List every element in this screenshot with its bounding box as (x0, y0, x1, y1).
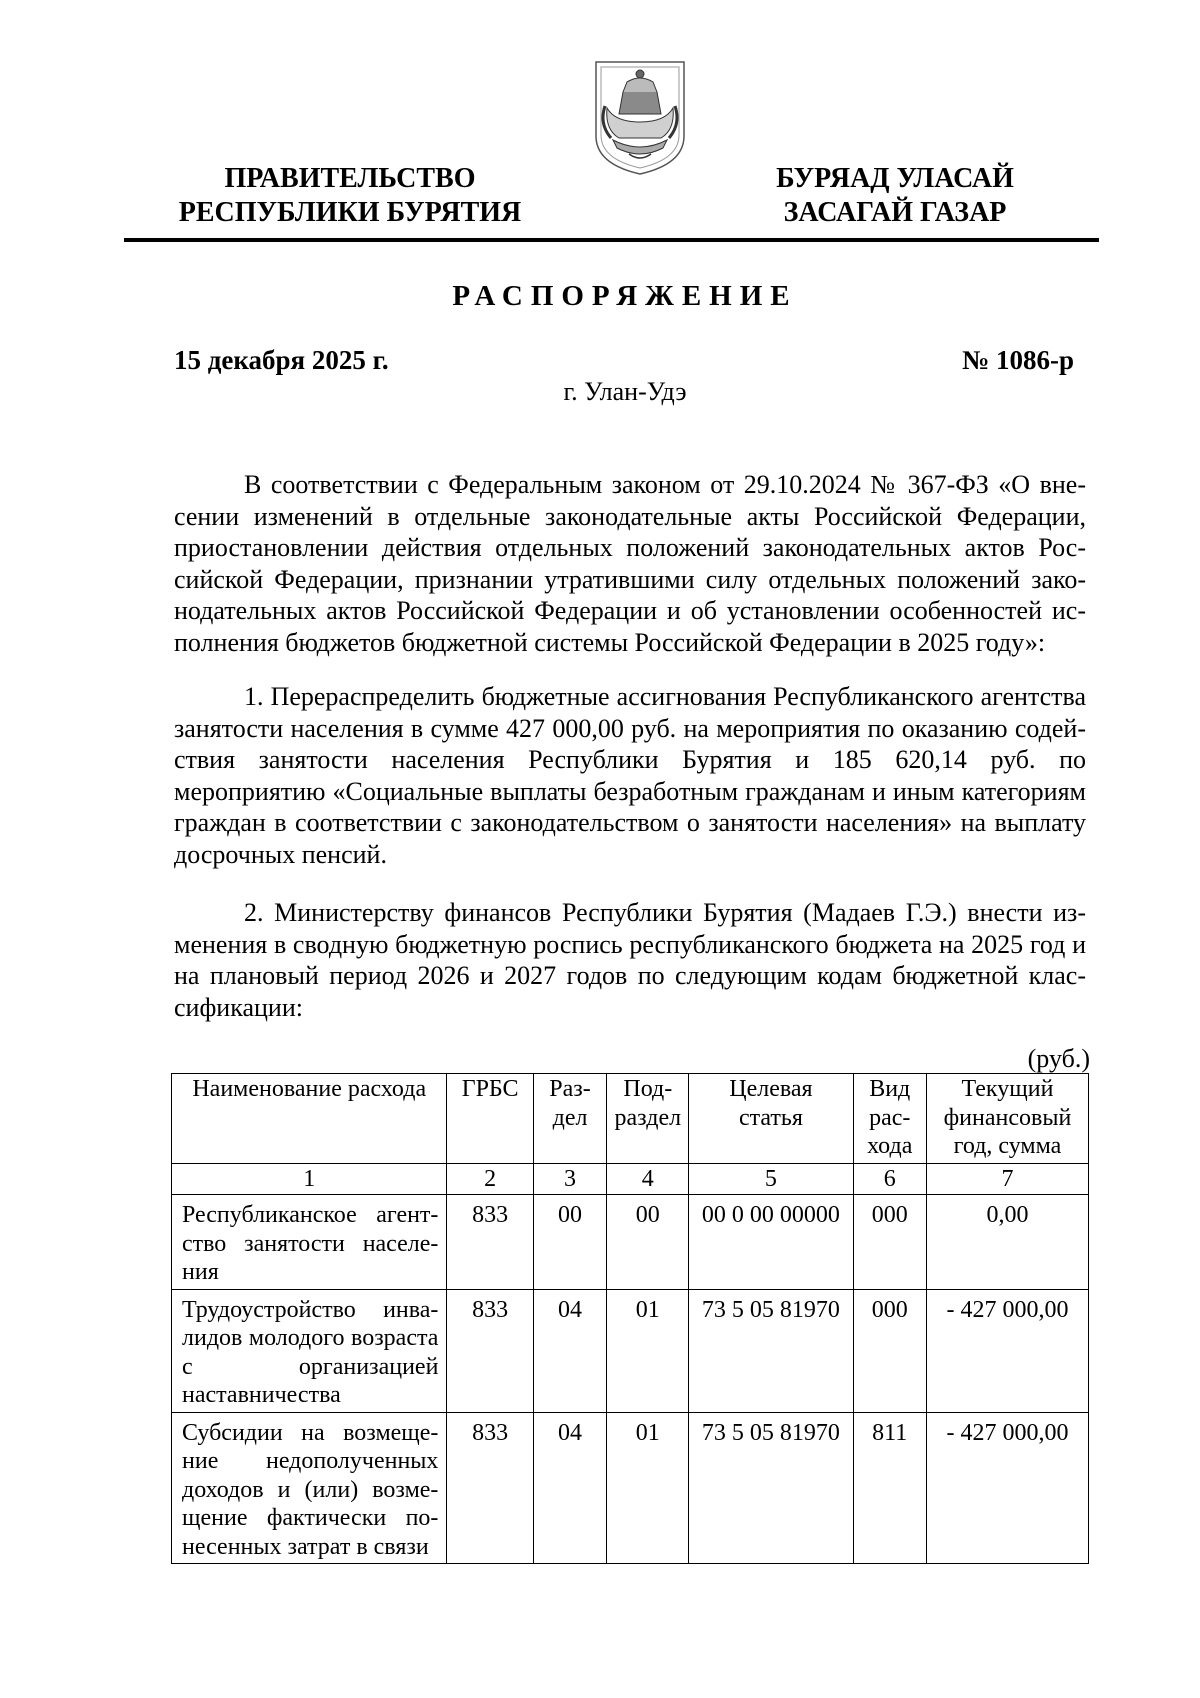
section-cell: 04 (533, 1289, 606, 1412)
expense-type-cell: 811 (853, 1412, 926, 1564)
amount-cell: 0,00 (926, 1195, 1088, 1290)
table-header-row (172, 1074, 1089, 1164)
table-unit-label: (руб.) (1027, 1044, 1090, 1073)
expense-name-cell: Республиканское агентство занятости населения (172, 1195, 447, 1290)
table-column-numbers-row (172, 1163, 1089, 1195)
header-divider (124, 238, 1099, 242)
header-left-block (170, 162, 530, 230)
grbs-cell: 833 (447, 1195, 533, 1290)
expense-name-cell: Трудоустройство инвалидов молодого возраста с организацией наставничества (172, 1289, 447, 1412)
amount-cell: - 427 000,00 (926, 1412, 1088, 1564)
section-cell: 04 (533, 1412, 606, 1564)
target-article-cell: 73 5 05 81970 (689, 1412, 853, 1564)
grbs-cell: 833 (447, 1289, 533, 1412)
section-cell: 00 (533, 1195, 606, 1290)
column-number-cell: 7 (926, 1163, 1088, 1195)
document-date: 15 декабря 2025 г. (174, 345, 389, 375)
subsection-cell: 01 (607, 1289, 689, 1412)
column-number-cell: 3 (533, 1163, 606, 1195)
header-left-line2: РЕСПУБЛИКИ БУРЯТИЯ (178, 197, 522, 228)
header-cell: Вид расхода (853, 1074, 926, 1164)
header-right-block (745, 162, 1045, 230)
table-row (172, 1412, 1089, 1564)
header-cell: Подраздел (607, 1074, 689, 1164)
amount-cell: - 427 000,00 (926, 1289, 1088, 1412)
header-cell: Текущий финансовый год, сумма (926, 1074, 1088, 1164)
table-row (172, 1289, 1089, 1412)
subsection-cell: 01 (607, 1412, 689, 1564)
document-title: РАСПОРЯЖЕНИЕ (452, 280, 798, 312)
expense-type-cell: 000 (853, 1289, 926, 1412)
clause-2-paragraph: 2. Министерству финансов Республики Бурятия (Мадаев Г.Э.) внести изменения в сводную бюджетную роспись республиканского бюджета на 2025 год и на плановый период 2026 и 2027 годов по следующим кодам бюджетной классификации: (174, 898, 1086, 1022)
header-cell: Раздел (533, 1074, 606, 1164)
column-number-cell: 1 (172, 1163, 447, 1195)
column-number-cell: 6 (853, 1163, 926, 1195)
header-cell: ГРБС (447, 1074, 533, 1164)
preamble-paragraph: В соответствии с Федеральным законом от 29.10.2024 № 367-ФЗ «О внесении изменений в отдельные законодательные акты Российской Федерации, приостановлении действия отдельных положений законодательных актов Российской Федерации, признании утратившими силу отдельных положений законодательных актов Российской Федерации и об установлении особенностей исполнения бюджетов бюджетной системы Российской Федерации в 2025 году»: (174, 470, 1086, 657)
expense-name-cell: Субсидии на возмещение недополученных доходов и (или) возмещение фактически понесенных затрат в связи (172, 1412, 447, 1564)
document-city: г. Улан-Удэ (563, 377, 687, 406)
expense-type-cell: 000 (853, 1195, 926, 1290)
column-number-cell: 4 (607, 1163, 689, 1195)
header-left-line1: ПРАВИТЕЛЬСТВО (224, 163, 476, 194)
coat-of-arms-emblem (593, 58, 687, 176)
target-article-cell: 00 0 00 00000 (689, 1195, 853, 1290)
column-number-cell: 5 (689, 1163, 853, 1195)
target-article-cell: 73 5 05 81970 (689, 1289, 853, 1412)
budget-table (171, 1073, 1089, 1564)
header-right-line2: ЗАСАГАЙ ГАЗАР (783, 197, 1007, 228)
header-cell: Целевая статья (689, 1074, 853, 1164)
column-number-cell: 2 (447, 1163, 533, 1195)
header-right-line1: БУРЯАД УЛАСАЙ (776, 163, 1014, 194)
subsection-cell: 00 (607, 1195, 689, 1290)
document-number: № 1086-р (962, 345, 1074, 375)
grbs-cell: 833 (447, 1412, 533, 1564)
table-row (172, 1195, 1089, 1290)
clause-1-paragraph: 1. Перераспределить бюджетные ассигнования Республиканского агентства занятости населения в сумме 427 000,00 руб. на мероприятия по оказанию содействия занятости населения Республики Бурятия и 185 620,14 руб. по мероприятию «Социальные выплаты безработным гражданам и иным категориям граждан в соответствии с законодательством о занятости населения» на выплату досрочных пенсий. (174, 682, 1086, 869)
header-cell: Наименование расхода (172, 1074, 447, 1164)
